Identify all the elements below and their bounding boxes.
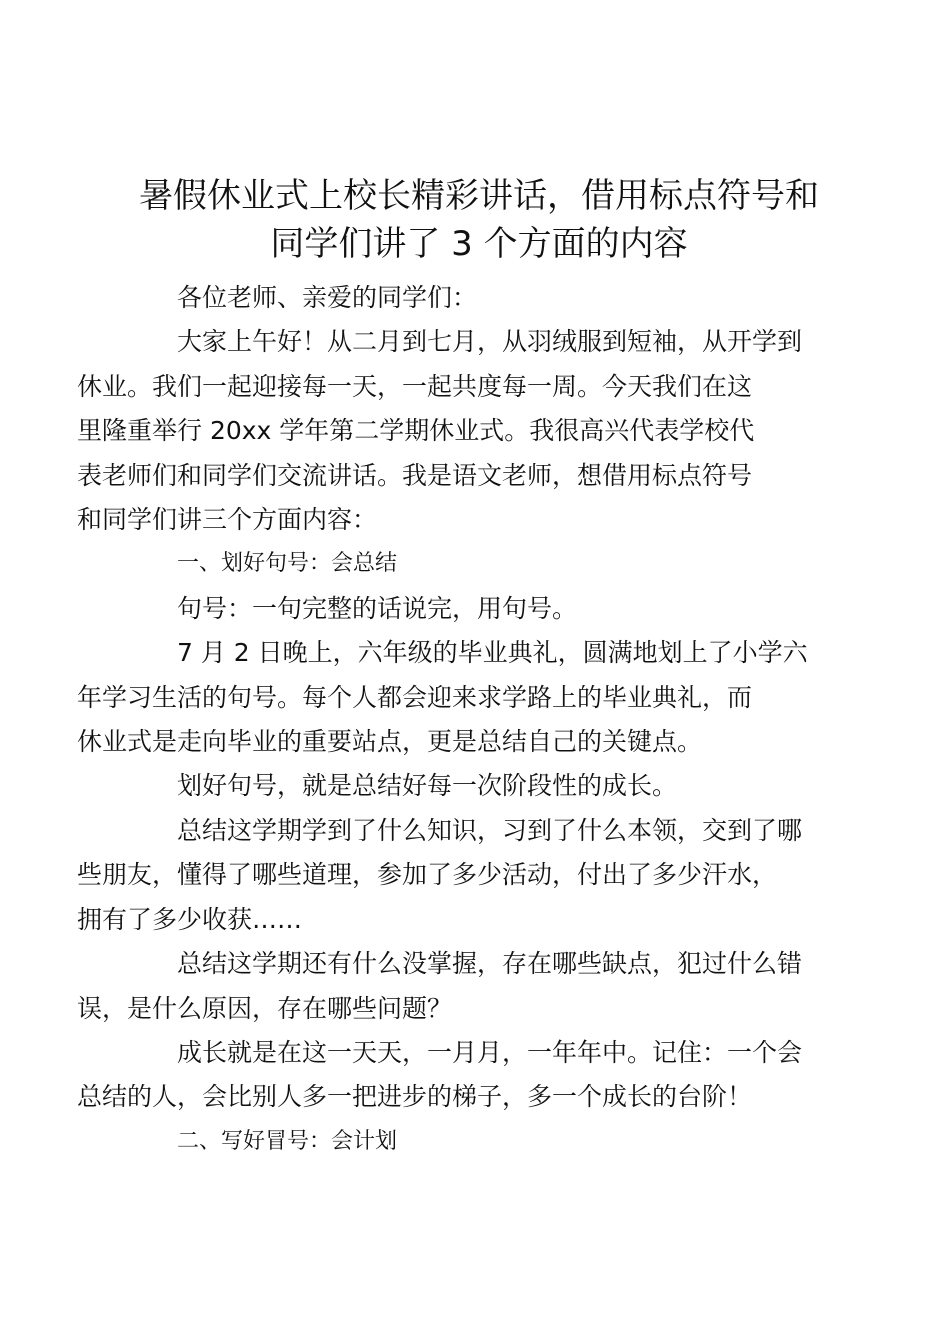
text-line: 误，是什么原因，存在哪些问题？ (77, 993, 453, 1023)
text-line: 大家上午好！从二月到七月，从羽绒服到短袖，从开学到 (177, 327, 803, 357)
paragraph (77, 809, 833, 942)
text-line: 表老师们和同学们交流讲话。我是语文老师，想借用标点符号 (77, 460, 753, 490)
text-line: 休业式是走向毕业的重要站点，更是总结自己的关键点。 (77, 727, 703, 757)
section-heading (127, 542, 833, 586)
text-line: 总结这学期学到了什么知识，习到了什么本领，交到了哪 (177, 815, 803, 845)
text-line: 成长就是在这一天天，一月月，一年年中。记住：一个会 (177, 1037, 803, 1067)
document-body (77, 276, 833, 1164)
text-line: 二、写好冒号：会计划 (177, 1128, 398, 1154)
section-heading (127, 1120, 833, 1164)
title-line: 暑假休业式上校长精彩讲话，借用标点符号和 (139, 176, 819, 216)
text-line: 休业。我们一起迎接每一天，一起共度每一周。今天我们在这 (77, 371, 753, 401)
paragraph (77, 631, 833, 764)
paragraph (77, 1031, 833, 1120)
text-line: 7 月 2 日晚上，六年级的毕业典礼，圆满地划上了小学六 (177, 638, 808, 668)
paragraph (127, 276, 833, 320)
text-line: 年学习生活的句号。每个人都会迎来求学路上的毕业典礼，而 (77, 682, 753, 712)
text-line: 些朋友，懂得了哪些道理，参加了多少活动，付出了多少汗水， (77, 860, 778, 890)
paragraph (77, 942, 833, 1031)
text-line: 总结的人，会比别人多一把进步的梯子，多一个成长的台阶！ (77, 1082, 753, 1112)
text-line: 总结这学期还有什么没掌握，存在哪些缺点，犯过什么错 (177, 949, 803, 979)
text-line: 和同学们讲三个方面内容： (77, 505, 378, 535)
title-line: 同学们讲了 3 个方面的内容 (270, 224, 688, 264)
text-line: 各位老师、亲爱的同学们： (177, 283, 478, 312)
text-line: 里隆重举行 20xx 学年第二学期休业式。我很高兴代表学校代 (77, 416, 755, 446)
paragraph (77, 320, 833, 542)
document-title (120, 172, 838, 268)
text-line: 拥有了多少收获…… (77, 904, 303, 934)
paragraph (127, 587, 833, 631)
text-line: 一、划好句号：会总结 (177, 551, 398, 577)
paragraph (127, 764, 833, 808)
text-line: 句号：一句完整的话说完，用句号。 (177, 593, 578, 623)
text-line: 划好句号，就是总结好每一次阶段性的成长。 (177, 771, 678, 801)
